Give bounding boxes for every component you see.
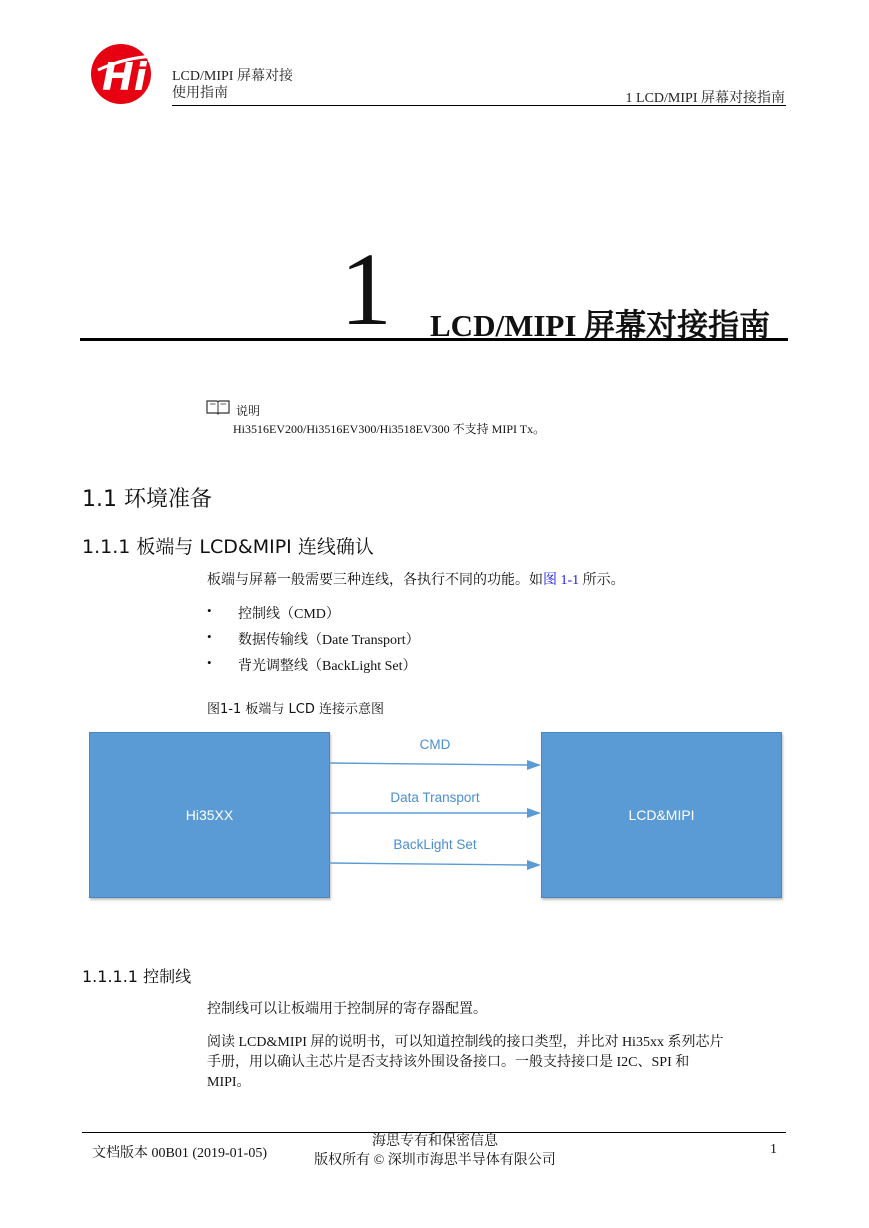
hi35xx-box xyxy=(89,732,330,898)
chapter-rule xyxy=(80,338,788,341)
note-text: Hi3516EV200/Hi3516EV300/Hi3518EV300 不支持 MIPI Tx。 xyxy=(233,422,546,436)
figure-caption: 图1-1 板端与 LCD 连接示意图 xyxy=(207,702,384,717)
bullet-dot: • xyxy=(207,655,212,670)
connection-arrows xyxy=(328,755,542,875)
hisilicon-logo-icon xyxy=(88,40,158,106)
section-heading-1-1-1: 1.1.1 板端与 LCD&MIPI 连线确认 xyxy=(82,536,374,558)
hi35xx-label: Hi35XX xyxy=(185,807,234,823)
bullet-dot: • xyxy=(207,629,212,644)
footer-page-number: 1 xyxy=(770,1142,777,1157)
footer-center xyxy=(300,1132,570,1170)
note-label: 说明 xyxy=(236,404,261,418)
bullet-item-cmd: 控制线（CMD） xyxy=(238,607,340,622)
intro-text-after: 所示。 xyxy=(579,573,625,588)
header-chapter-ref: 1 LCD/MIPI 屏幕对接指南 xyxy=(625,91,785,106)
control-line-para1: 控制线可以让板端用于控制屏的寄存器配置。 xyxy=(207,1002,487,1017)
footer-copyright: 版权所有 © 深圳市海思半导体有限公司 xyxy=(314,1153,556,1168)
section-heading-1-1: 1.1 环境准备 xyxy=(82,487,212,512)
lcd-mipi-box xyxy=(541,732,782,898)
header-divider xyxy=(172,105,786,106)
footer-confidential: 海思专有和保密信息 xyxy=(372,1134,498,1149)
arrow-label-cmd: CMD xyxy=(419,737,451,752)
lcd-mipi-label: LCD&MIPI xyxy=(628,807,695,823)
book-icon xyxy=(206,399,230,415)
header-doc-title-line2: 使用指南 xyxy=(172,86,228,101)
intro-text-before: 板端与屏幕一般需要三种连线，各执行不同的功能。如 xyxy=(207,573,543,588)
figure-link[interactable]: 图 1-1 xyxy=(543,573,580,588)
arrow-backlight xyxy=(329,860,541,870)
arrow-data-transport xyxy=(329,808,541,818)
para2-line1: 阅读 LCD&MIPI 屏的说明书，可以知道控制线的接口类型，并比对 Hi35xx 系列芯片 xyxy=(207,1035,724,1050)
control-line-para2 xyxy=(207,1033,723,1093)
arrow-label-backlight: BackLight Set xyxy=(393,837,477,852)
intro-paragraph xyxy=(207,571,625,591)
bullet-item-data: 数据传输线（Date Transport） xyxy=(238,633,420,648)
para2-line3: MIPI。 xyxy=(207,1075,251,1090)
section-heading-1-1-1-1: 1.1.1.1 控制线 xyxy=(82,967,192,986)
logo-text: Hi xyxy=(102,55,147,99)
arrow-label-data-transport: Data Transport xyxy=(390,790,480,805)
bullet-dot: • xyxy=(207,603,212,618)
chapter-number: 1 xyxy=(340,232,392,347)
arrow-cmd xyxy=(329,760,541,770)
chapter-title: LCD/MIPI 屏幕对接指南 xyxy=(430,308,771,343)
header-doc-title xyxy=(172,68,293,102)
bullet-item-backlight: 背光调整线（BackLight Set） xyxy=(238,659,417,674)
footer-version: 文档版本 00B01 (2019-01-05) xyxy=(92,1146,267,1161)
header-doc-title-line1: LCD/MIPI 屏幕对接 xyxy=(172,69,293,84)
para2-line2: 手册，用以确认主芯片是否支持该外围设备接口。一般支持接口是 I2C、SPI 和 xyxy=(207,1055,690,1070)
